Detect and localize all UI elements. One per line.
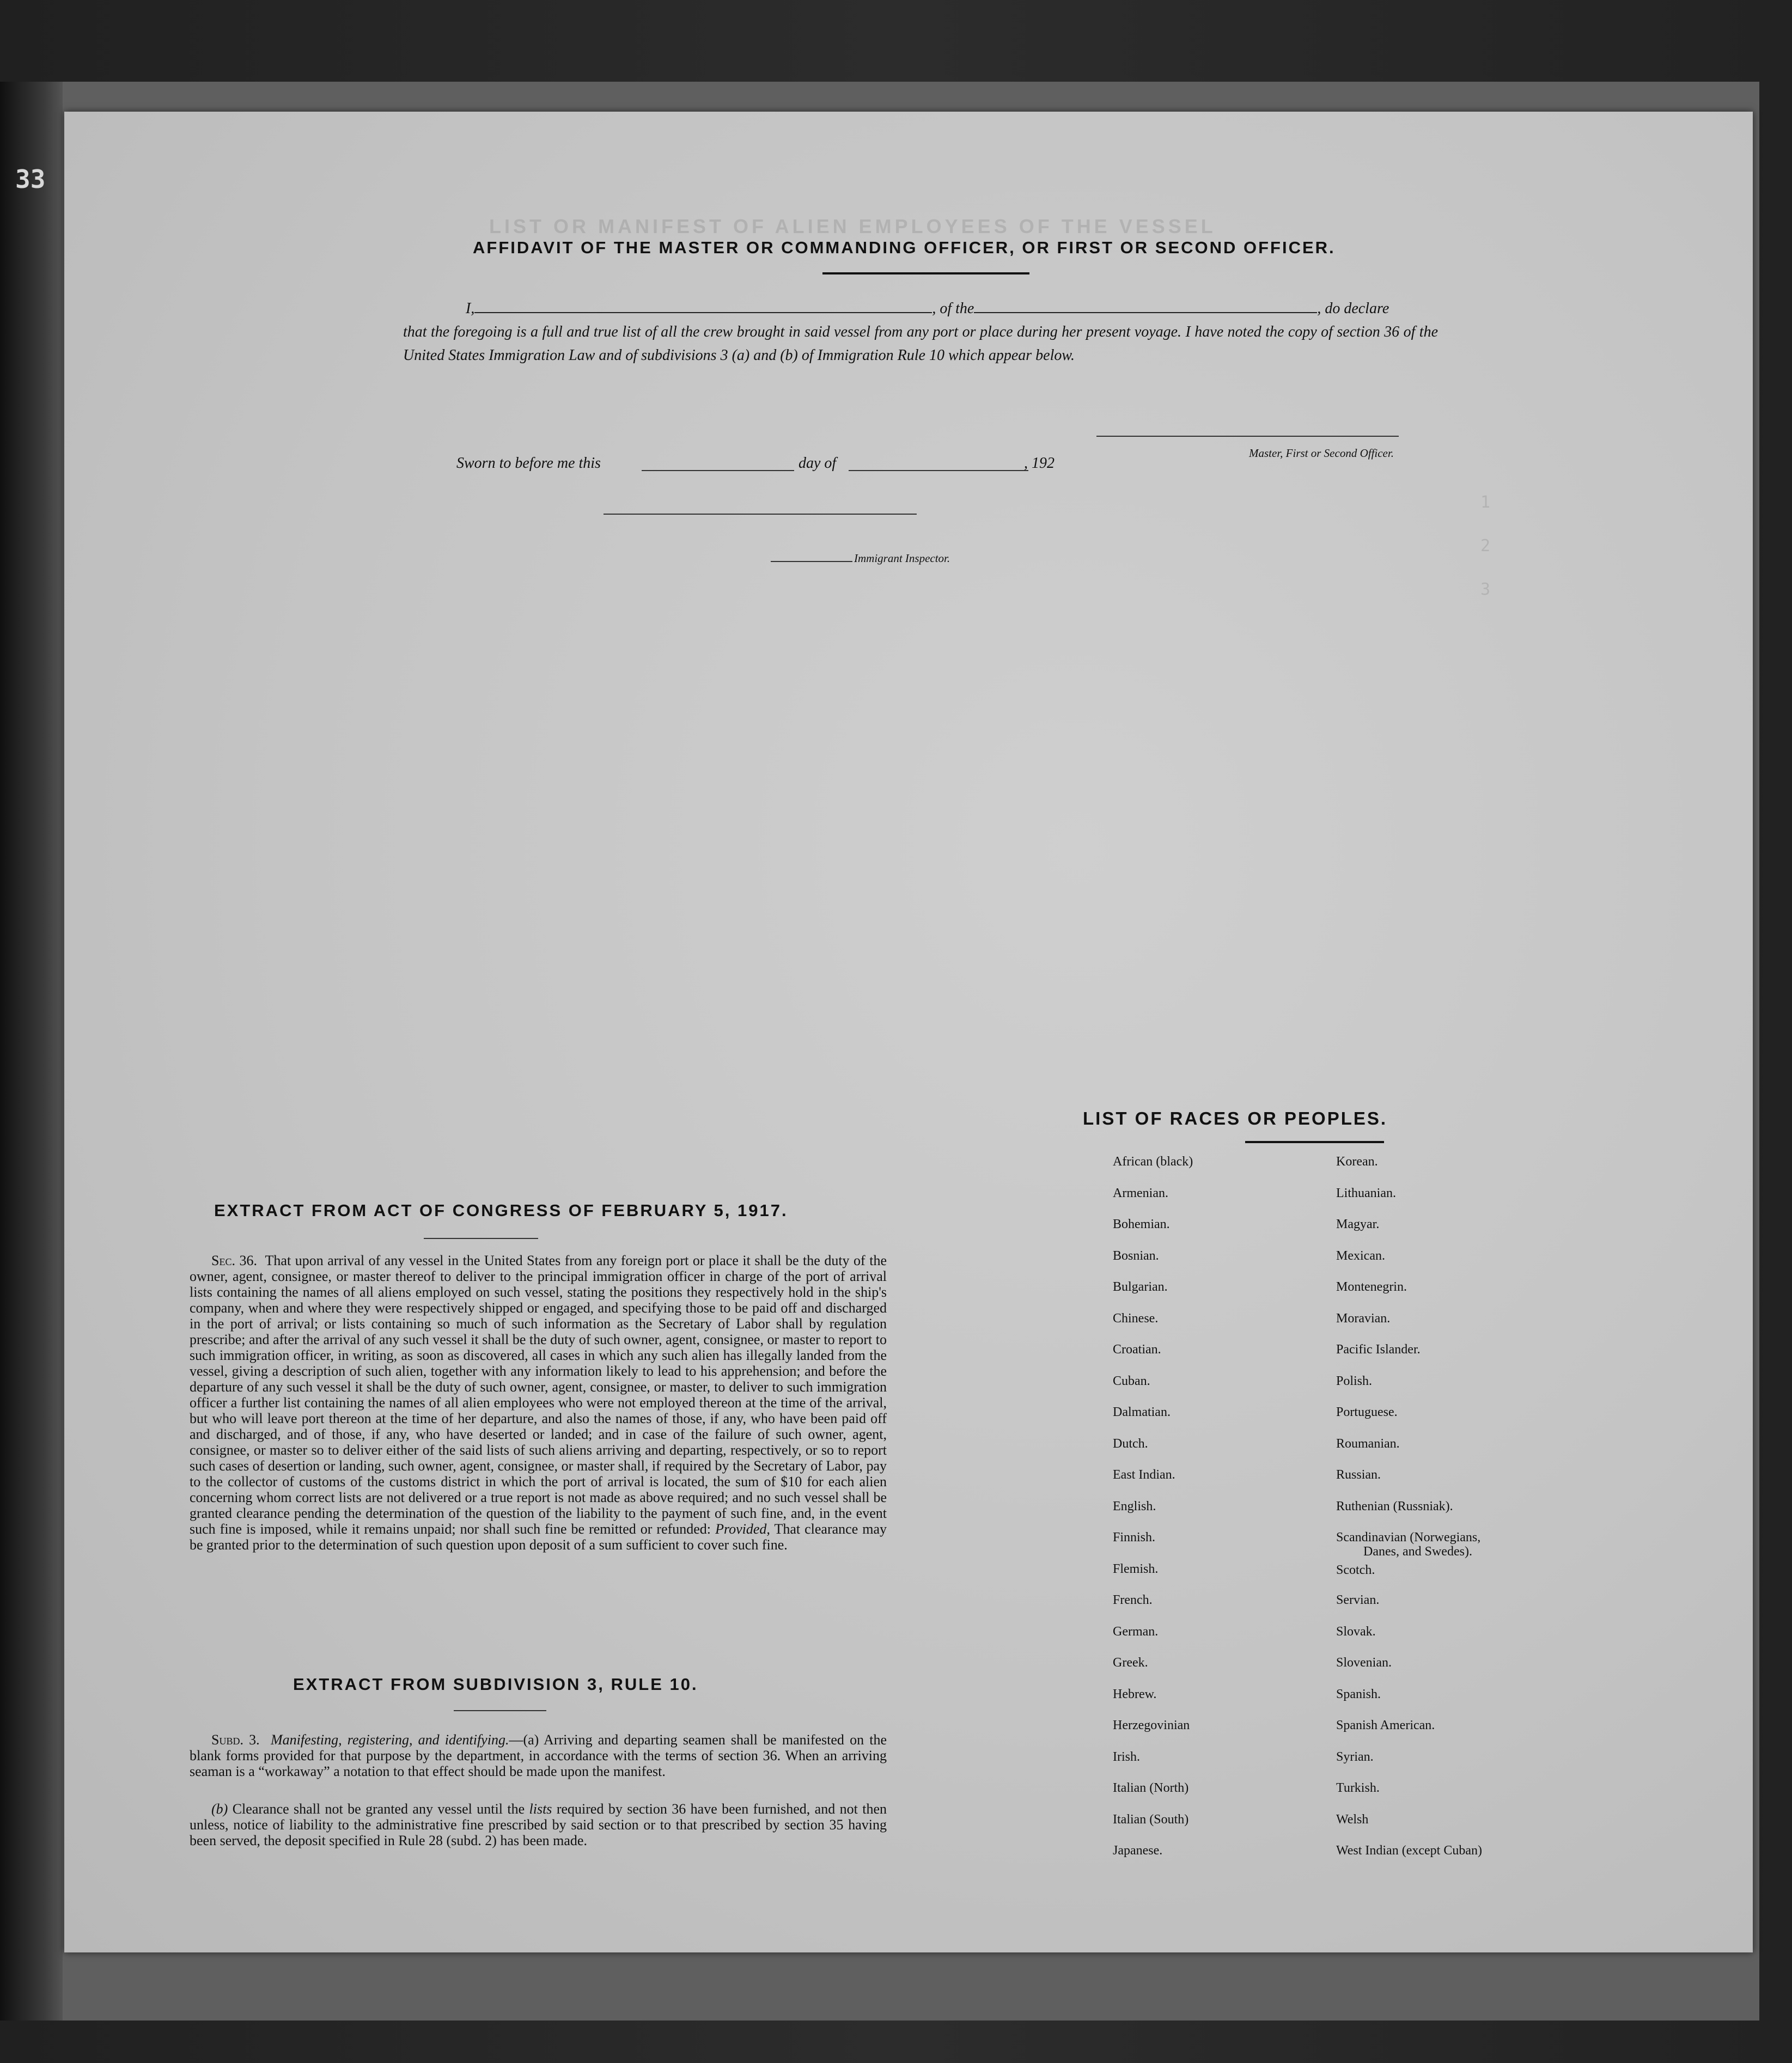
subdivision-3b-text: [190, 1801, 887, 1848]
subdivision-3a-text: [190, 1732, 887, 1779]
race-item: Korean.: [1336, 1155, 1378, 1169]
race-item: Bulgarian.: [1113, 1280, 1168, 1294]
race-item: Servian.: [1336, 1593, 1380, 1607]
race-item: Portuguese.: [1336, 1405, 1398, 1419]
bleed-through-text: 2: [1480, 536, 1491, 556]
section-36-proviso: That clearance may be granted prior to the determination of such question upon deposit of a sum sufficient to cover such fine.: [190, 1521, 887, 1553]
race-item: Italian (North): [1113, 1781, 1189, 1795]
declaration-first-line: [403, 297, 1438, 320]
race-item: Dutch.: [1113, 1436, 1148, 1451]
race-item: Slovak.: [1336, 1624, 1376, 1639]
sworn-label: Sworn to before me this: [456, 455, 601, 472]
race-item: Magyar.: [1336, 1217, 1380, 1231]
race-item: Mexican.: [1336, 1248, 1385, 1263]
rule-extract-heading: EXTRACT FROM SUBDIVISION 3, RULE 10.: [293, 1675, 698, 1694]
race-item: Turkish.: [1336, 1781, 1380, 1795]
sworn-day-blank: [642, 470, 794, 471]
page-serial-number: 33: [15, 164, 46, 194]
subdivision-label: Subd. 3.: [211, 1732, 260, 1748]
race-item: Croatian.: [1113, 1342, 1161, 1357]
subdivision-b-body-1: Clearance shall not be granted any vessel until the: [232, 1801, 525, 1817]
vessel-label: , of the: [932, 300, 974, 317]
race-item: Chinese.: [1113, 1311, 1159, 1326]
subdivision-b-body-2: required by section 36 have been furnished, and not then unless, notice of liability to the administrative fine prescribed by said section or to that prescribed by section 35 having been served, the deposit specified in Rule 28 (subd. 2) has been made.: [190, 1801, 887, 1848]
race-item: English.: [1113, 1499, 1156, 1513]
subdivision-a-body: Arriving and departing seamen shall be manifested on the blank forms provided for that purpose by the department, in accordance with the terms of section 36. When an arriving seaman is a “workaway” a notation to that effect should be made upon the manifest.: [190, 1732, 887, 1779]
race-item: Armenian.: [1113, 1186, 1168, 1200]
race-item: Pacific Islander.: [1336, 1342, 1421, 1357]
provided-word: Provided,: [715, 1521, 770, 1537]
subdivision-title: Manifesting, registering, and identifying.: [270, 1732, 509, 1748]
race-item: [1336, 1530, 1482, 1563]
name-blank: [474, 299, 932, 313]
signature-line: [1096, 436, 1399, 437]
race-item: Bohemian.: [1113, 1217, 1170, 1231]
race-item: Ruthenian (Russniak).: [1336, 1499, 1453, 1513]
subdivision-b-marker: (b): [211, 1801, 228, 1817]
section-label: Sec. 36.: [211, 1253, 257, 1268]
race-item: Welsh: [1336, 1812, 1369, 1827]
race-item-line1: Scandinavian (Norwegians,: [1336, 1530, 1481, 1545]
vessel-blank: [974, 299, 1317, 313]
affidavit-declaration: [403, 297, 1438, 367]
declarant-label: I,: [466, 300, 475, 317]
manifest-back-page: [64, 112, 1753, 1952]
inspector-signature-line: [604, 514, 917, 515]
race-item: Spanish.: [1336, 1687, 1381, 1701]
stacked-page-edges: [0, 82, 63, 2021]
races-list-right: [1336, 1155, 1482, 1875]
section-36-text: [190, 1253, 887, 1553]
race-item: German.: [1113, 1624, 1159, 1639]
heading-underline: [424, 1238, 538, 1239]
races-list-left: [1113, 1155, 1193, 1875]
race-item: Irish.: [1113, 1749, 1140, 1764]
race-item: Slovenian.: [1336, 1656, 1392, 1670]
race-item: Cuban.: [1113, 1374, 1150, 1388]
inspector-lead-line: [771, 561, 852, 562]
race-item: Herzegovinian: [1113, 1718, 1190, 1732]
race-item: Dalmatian.: [1113, 1405, 1171, 1419]
race-item: Lithuanian.: [1336, 1186, 1396, 1200]
signature-label: Master, First or Second Officer.: [1249, 447, 1394, 460]
race-item: Bosnian.: [1113, 1248, 1159, 1263]
race-item: Russian.: [1336, 1468, 1381, 1482]
act-extract-heading: EXTRACT FROM ACT OF CONGRESS OF FEBRUARY 5, 1917.: [214, 1201, 788, 1220]
race-item: Spanish American.: [1336, 1718, 1435, 1732]
subdivision-a-marker: —(a): [509, 1732, 539, 1748]
race-item: East Indian.: [1113, 1468, 1175, 1482]
race-item: West Indian (except Cuban): [1336, 1844, 1482, 1858]
race-item: Japanese.: [1113, 1844, 1163, 1858]
sworn-month-label: day of: [799, 455, 837, 472]
race-item: Greek.: [1113, 1656, 1148, 1670]
affidavit-heading: AFFIDAVIT OF THE MASTER OR COMMANDING OFFICER, OR FIRST OR SECOND OFFICER.: [473, 238, 1336, 257]
sworn-month-blank: [849, 470, 1028, 471]
race-item: Scotch.: [1336, 1563, 1375, 1577]
heading-underline: [822, 272, 1029, 274]
bleed-through-title: LIST OR MANIFEST OF ALIEN EMPLOYEES OF THE VESSEL: [489, 215, 1216, 237]
race-item: Moravian.: [1336, 1311, 1391, 1326]
race-item: Finnish.: [1113, 1530, 1156, 1545]
race-item: Roumanian.: [1336, 1436, 1400, 1451]
race-item: Italian (South): [1113, 1812, 1189, 1827]
races-heading: LIST OF RACES OR PEOPLES.: [1083, 1108, 1388, 1128]
sworn-year-label: , 192: [1024, 455, 1055, 472]
race-item: African (black): [1113, 1155, 1193, 1169]
bleed-through-text: 1: [1480, 493, 1491, 512]
race-item-line2: Danes, and Swedes).: [1363, 1545, 1472, 1559]
inspector-label: Immigrant Inspector.: [854, 552, 950, 565]
heading-underline: [1245, 1141, 1384, 1143]
race-item: Syrian.: [1336, 1749, 1374, 1764]
race-item: Flemish.: [1113, 1561, 1159, 1576]
race-item: Polish.: [1336, 1374, 1373, 1388]
section-36-body: That upon arrival of any vessel in the United States from any foreign port or place it shall be the duty of the owner, agent, consignee, or master thereof to deliver to the principal immigration officer in charge of the port of arrival lists containing the names of all aliens employed on such vessel, stating the positions they respectively hold in the ship's company, when and where they were respectively shipped or engaged, and specifying those to be paid off and discharged in the port of arrival; or lists containing so much of such information as the Secretary of Labor shall by regulation prescribe; and after the arrival of any such vessel it shall be the duty of such owner, agent, consignee, or master to report to such immigration officer, in writing, as soon as discovered, all cases in which any such alien has illegally landed from the vessel, giving a description of such alien, together with any information likely to lead to his apprehension; and before the departure of any such vessel it shall be the duty of such owner, agent, consignee, or master, to deliver to such immigration officer a further list containing the names of all alien employees who were not employed thereon at the time of the arrival, but who will leave port thereon at the time of her departure, and also the names of those, if any, who have been paid off and discharged, and of those, if any, who have deserted or landed; and in case of the failure of such owner, agent, consignee, or master so to deliver either of the said lists of such aliens arriving and departing, respectively, or so to report such cases of desertion or landing, such owner, agent, consignee, or master shall, if required by the Secretary of Labor, pay to the collector of customs of the customs district in which the port of arrival is located, the sum of $10 for each alien concerning whom correct lists are not delivered or a true report is not made as above required; and no such vessel shall be granted clearance pending the determination of the question of the liability to the payment of such fine, and, in the event such fine is imposed, while it remains unpaid; nor shall such fine be remitted or refunded:: [190, 1253, 887, 1537]
race-item: Hebrew.: [1113, 1687, 1157, 1701]
lists-word: lists: [529, 1801, 552, 1817]
bleed-through-text: 3: [1480, 580, 1491, 599]
race-item: Montenegrin.: [1336, 1280, 1407, 1294]
race-item: French.: [1113, 1593, 1153, 1607]
declaration-body: that the foregoing is a full and true list of all the crew brought in said vessel from any port or place during her present voyage. I have noted the copy of section 36 of the United States Immigration Law and of subdivisions 3 (a) and (b) of Immigration Rule 10 which appear below.: [403, 324, 1438, 364]
declare-label: , do declare: [1317, 300, 1389, 317]
heading-underline: [454, 1710, 546, 1711]
